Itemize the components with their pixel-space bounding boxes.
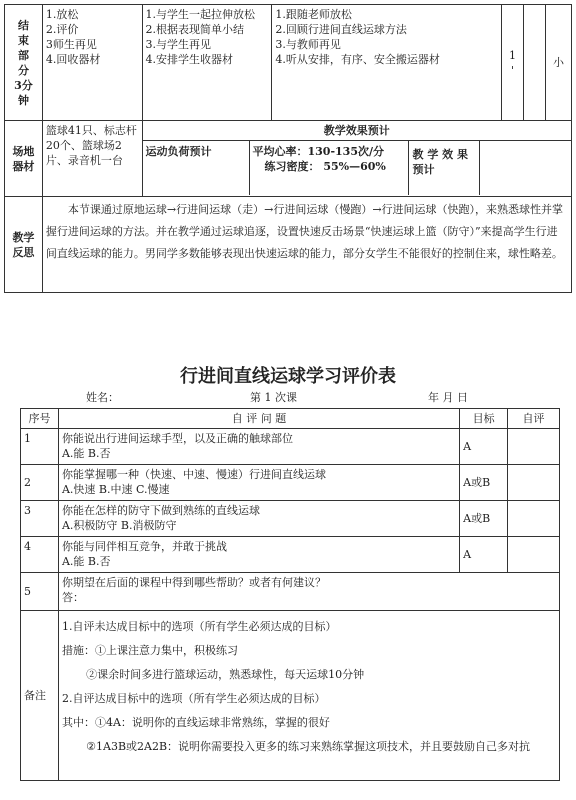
name-label: 姓名： [86,391,119,404]
row-self-eval[interactable] [508,537,560,573]
row-goal: A [460,537,508,573]
notes-row [21,611,560,781]
blank-cell [524,5,546,121]
table-row [21,537,560,573]
header-self: 自评 [508,409,560,429]
reflection-text: 本节课通过原地运球→行进间运球（走）→行进间运球（慢跑）→行进间运球（快跑），来熟悉球性并掌握行进间运球的方法。并在教学通过运球追逐，设置快速反击场景“快速运球上篮（防守）”来提高学生行进间直线运球的能力。男同学多数能够表现出快速运球的能力，部分女学生不能很好的控制住来，球性略差。 [42,197,571,293]
venue-label: 场地 器材 [5,121,43,197]
table-row [21,501,560,537]
row-self-eval[interactable] [508,465,560,501]
lesson-number: 第 1 次课 [250,391,297,404]
end-section-label: 结 束 部 分 3分 钟 [5,5,43,121]
effect-block [142,121,572,197]
venue-equipment: 篮球41只、标志杆20个、篮球场2片、录音机一台 [42,121,142,197]
table-row [21,465,560,501]
row-self-eval[interactable] [508,501,560,537]
row-goal: A或B [460,501,508,537]
row-question: 你能说出行进间运球手型，以及正确的触球部位 A.能 B.否 [58,429,459,465]
row-question: 你能掌握哪一种（快速、中速、慢速）行进间直线运球 A.快速 B.中速 C.慢速 [58,465,459,501]
eval-subline [0,389,576,407]
teacher-activity: 1.与学生一起拉伸放松 2.根据表现简单小结 3.与学生再见 4.安排学生收器材 [142,5,272,121]
notes-content: 1.自评未达成目标中的选项（所有学生必须达成的目标） 措施：①上课注意力集中，积极练习 ②课余时间多进行篮球运动，熟悉球性，每天运球10分钟 2.自评达成目标中的选项（所有学生必须达成的目标） 其中：①4A：说明你的直线运球非常熟练，掌握的很好 ②1A3B或2A2B：说明你需要投入更多的练习来熟练掌握这项技术，并且要鼓励自己多对抗 [58,611,559,781]
row-self-eval[interactable] [508,429,560,465]
row-no: 2 [21,465,59,501]
effect-label: 教 学 效 果预计 [409,141,480,195]
evaluation-table [20,408,560,781]
header-no: 序号 [21,409,59,429]
eval-title: 行进间直线运球学习评价表 [180,366,396,387]
heart-density: 平均心率：130-135次/分 练习密度： 55%—60% [250,141,409,195]
table-row [21,573,560,611]
student-activity: 1.跟随老师放松 2.回顾行进间直线运球方法 3.与教师再见 4.听从安排，有序、安全搬运器材 [272,5,502,121]
row-question: 你能在怎样的防守下做到熟练的直线运球 A.积极防守 B.消极防守 [58,501,459,537]
table-row [21,429,560,465]
row-goal: A或B [460,465,508,501]
effect-header: 教学效果预计 [143,121,572,141]
reflection-label: 教学 反思 [5,197,43,293]
row-goal: A [460,429,508,465]
intensity-cell: 小 [545,5,571,121]
time-cell: 1 ' [502,5,524,121]
row-no: 5 [21,573,59,611]
load-label: 运动负荷预计 [143,141,250,195]
row-question: 你能与同伴相互竞争，并敢于挑战 A.能 B.否 [58,537,459,573]
notes-label: 备注 [21,611,59,781]
header-question: 自 评 问 题 [58,409,459,429]
end-content: 1.放松 2.评价 3师生再见 4.回收器材 [42,5,142,121]
row-no: 4 [21,537,59,573]
row-no: 3 [21,501,59,537]
row-question[interactable]: 你期望在后面的课程中得到哪些帮助？或者有何建议？ 答： [58,573,559,611]
date-field: 年 月 日 [428,391,468,404]
lesson-plan-table [4,4,572,293]
row-no: 1 [21,429,59,465]
header-goal: 目标 [460,409,508,429]
effect-blank [480,141,572,195]
